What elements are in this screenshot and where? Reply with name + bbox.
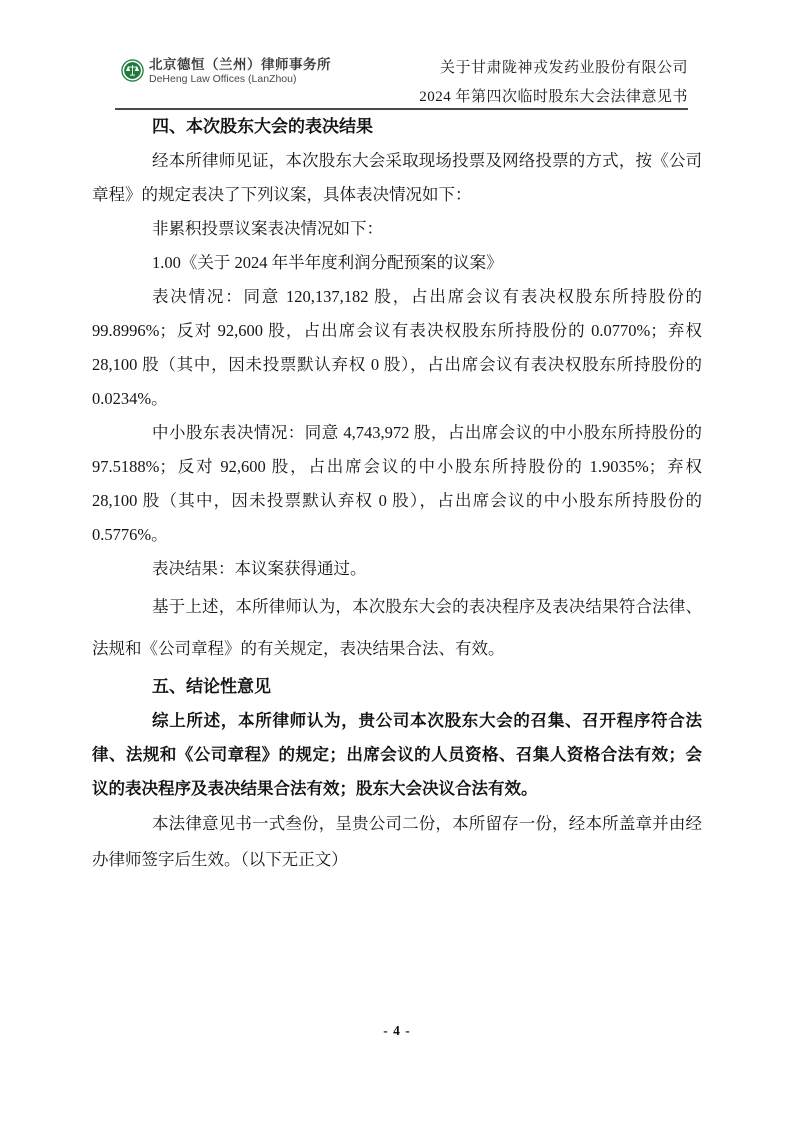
document-title-line2: 2024 年第四次临时股东大会法律意见书: [419, 89, 688, 105]
paragraph-vote-result-minor-shareholders: 中小股东表决情况：同意 4,743,972 股，占出席会议的中小股东所持股份的 97.5188%；反对 92,600 股，占出席会议的中小股东所持股份的 1.9035%；弃权 28,100 股（其中，因未投票默认弃权 0 股），占出席会议的中小股东所持股份的 0.5776%。: [92, 423, 702, 544]
paragraph-conclusion: 综上所述，本所律师认为，贵公司本次股东大会的召集、召开程序符合法律、法规和《公司章程》的规定；出席会议的人员资格、召集人资格合法有效；会议的表决程序及表决结果合法有效；股东大会决议合法有效。: [92, 712, 702, 798]
firm-name-english: DeHeng Law Offices (LanZhou): [149, 73, 297, 85]
paragraph-lawyer-opinion-on-voting: 基于上述，本所律师认为，本次股东大会的表决程序及表决结果符合法律、法规和《公司章程》的有关规定，表决结果合法、有效。: [92, 597, 702, 658]
section-4-heading: 四、本次股东大会的表决结果: [152, 117, 373, 136]
paragraph-noncumulative-note: 非累积投票议案表决情况如下：: [152, 219, 383, 238]
paragraph-vote-outcome: 表决结果：本议案获得通过。: [152, 559, 367, 578]
page-footer: [0, 1022, 794, 1040]
firm-name-chinese: 北京德恒（兰州）律师事务所: [149, 57, 331, 72]
paragraph-closing-statement: 本法律意见书一式叁份，呈贵公司二份，本所留存一份，经本所盖章并由经办律师签字后生效。（以下无正文）: [92, 814, 702, 869]
page-header: [0, 0, 794, 108]
paragraph-voting-intro: 经本所律师见证，本次股东大会采取现场投票及网络投票的方式，按《公司章程》的规定表决了下列议案，具体表决情况如下：: [92, 151, 702, 204]
law-firm-brand: [121, 57, 331, 86]
document-title-line1: 关于甘肃陇神戎发药业股份有限公司: [439, 60, 688, 76]
deheng-seal-icon: [121, 59, 144, 82]
section-5-heading: 五、结论性意见: [152, 677, 271, 696]
page-number: - 4 -: [383, 1023, 411, 1038]
document-title: [419, 59, 688, 107]
firm-name-block: [149, 57, 331, 86]
paragraph-vote-result-all-shareholders: 表决情况：同意 120,137,182 股，占出席会议有表决权股东所持股份的 99.8996%；反对 92,600 股，占出席会议有表决权股东所持股份的 0.0770%；弃权 28,100 股（其中，因未投票默认弃权 0 股），占出席会议有表决权股东所持股份的 0.0234%。: [92, 287, 702, 408]
document-body: [0, 110, 794, 878]
paragraph-proposal-title: 1.00《关于 2024 年半年度利润分配预案的议案》: [152, 253, 503, 272]
